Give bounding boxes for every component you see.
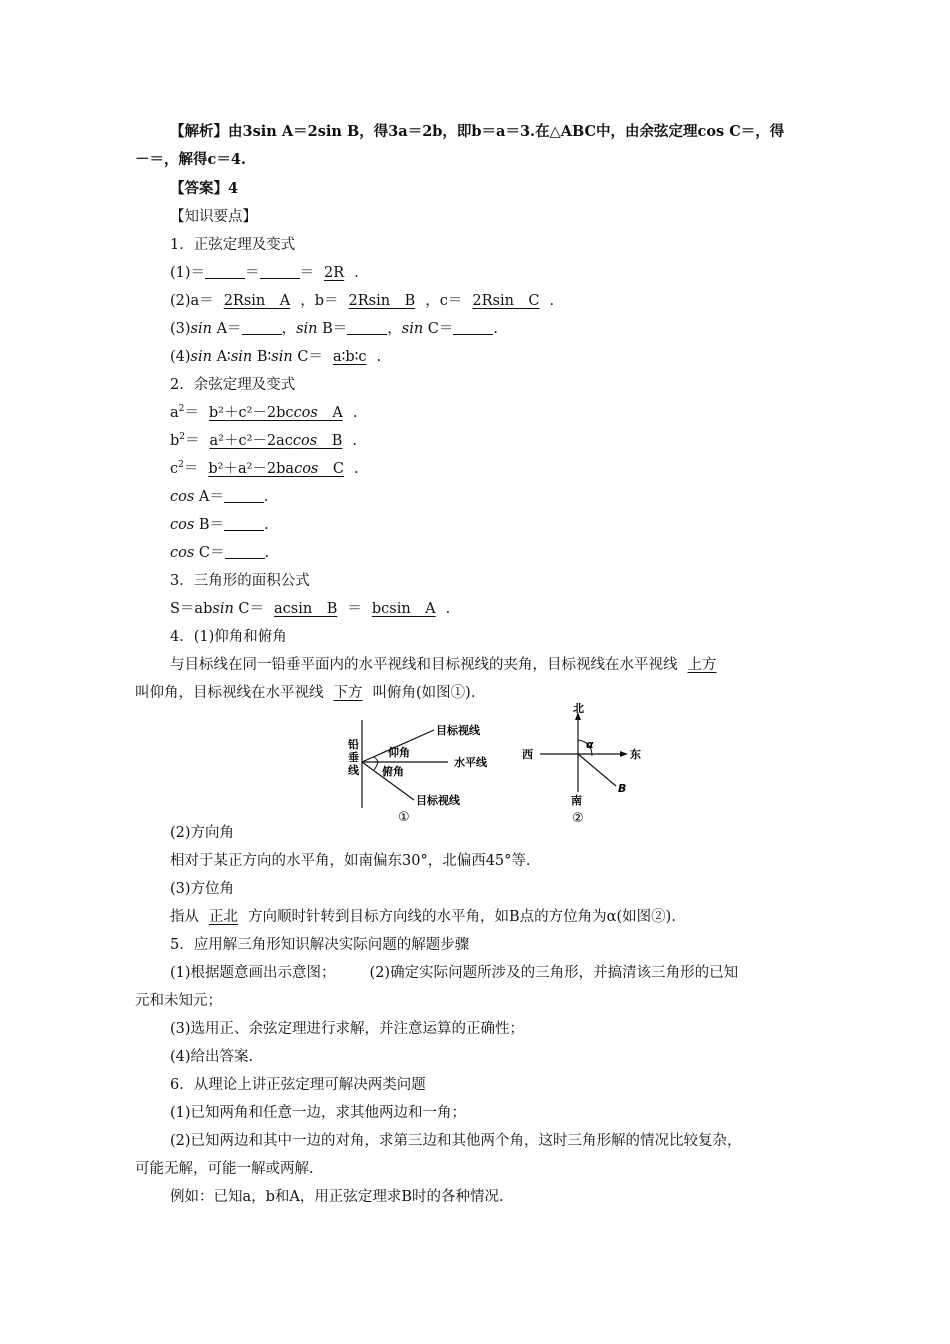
blank bbox=[205, 264, 245, 279]
cos-text: cos bbox=[170, 489, 195, 505]
text: (2)确定实际问题所涉及的三角形，并搞清该三角形的已知 bbox=[369, 965, 739, 981]
azimuth-title: (3)方位角 bbox=[170, 881, 235, 897]
answer-c: 2Rsin C bbox=[472, 293, 540, 309]
text: C bbox=[318, 461, 344, 477]
figure-1-number: ① bbox=[398, 810, 410, 825]
figure-elevation-depression bbox=[340, 712, 490, 827]
text: 指从 bbox=[170, 909, 199, 925]
sin-text: sin bbox=[190, 321, 212, 337]
depression-label: 俯角 bbox=[382, 765, 404, 778]
analysis-line-1 bbox=[170, 122, 784, 142]
answer-value: 4 bbox=[228, 180, 239, 197]
figure-azimuth bbox=[518, 700, 648, 828]
cosine-law-c bbox=[170, 459, 359, 479]
sin-text: sin bbox=[212, 601, 234, 617]
direction-angle-title: (2)方向角 bbox=[170, 825, 235, 841]
section-4-title: 4．(1)仰角和俯角 bbox=[170, 629, 287, 645]
text: . bbox=[549, 293, 555, 309]
section-6-title: 6．从理论上讲正弦定理可解决两类问题 bbox=[170, 1077, 426, 1093]
text: ，b＝ bbox=[300, 293, 339, 309]
text: C＝ bbox=[292, 349, 323, 365]
target-label-bottom: 目标视线 bbox=[416, 794, 460, 807]
plumb-label-1: 铅 bbox=[348, 738, 359, 751]
text: c bbox=[170, 461, 179, 477]
sine-law-line-1 bbox=[170, 263, 359, 283]
text: B＝ bbox=[317, 321, 348, 337]
alpha-label: α bbox=[586, 738, 594, 751]
sup: 2 bbox=[178, 460, 184, 471]
sine-law-line-3 bbox=[170, 319, 498, 339]
text: . bbox=[376, 349, 382, 365]
text: . bbox=[264, 517, 269, 533]
answer-down: 下方 bbox=[333, 685, 363, 701]
sin-text: sin bbox=[230, 349, 253, 365]
answer-a2 bbox=[199, 405, 353, 421]
cos-text: cos bbox=[294, 461, 319, 477]
answer-up: 上方 bbox=[687, 657, 717, 673]
knowledge-heading: 【知识要点】 bbox=[170, 209, 257, 225]
south-label: 南 bbox=[571, 794, 582, 807]
answer-b: 2Rsin B bbox=[348, 293, 416, 309]
text: . bbox=[352, 433, 357, 449]
text: ＝ bbox=[347, 601, 362, 617]
sin-text: sin bbox=[401, 321, 424, 337]
text: (1)根据题意画出示意图； bbox=[170, 965, 336, 981]
blank bbox=[260, 264, 300, 279]
west-label: 西 bbox=[522, 748, 533, 761]
steps-line-2: (3)选用正、余弦定理进行求解，并注意运算的正确性； bbox=[170, 1021, 525, 1037]
cos-text: cos bbox=[170, 517, 195, 533]
plumb-label-3: 线 bbox=[348, 764, 359, 777]
text: ＝ bbox=[183, 461, 199, 477]
analysis-label: 【解析】 bbox=[170, 123, 228, 140]
text: (2)a＝ bbox=[170, 293, 214, 309]
cos-b-line bbox=[170, 515, 269, 535]
analysis-line-2: －＝，解得c＝4. bbox=[135, 151, 246, 168]
elevation-paragraph-2 bbox=[135, 683, 475, 703]
text: b²＋c²－2bc bbox=[208, 405, 294, 421]
text: ＝ bbox=[184, 405, 199, 421]
cos-text: cos bbox=[292, 433, 318, 449]
cosine-law-b bbox=[170, 431, 357, 451]
answer-a: 2Rsin A bbox=[223, 293, 291, 309]
text: 叫仰角，目标视线在水平视线 bbox=[135, 685, 324, 701]
steps-line-3: (4)给出答案. bbox=[170, 1049, 254, 1065]
text: 与目标线在同一铅垂平面内的水平视线和目标视线的夹角，目标视线在水平视线 bbox=[170, 657, 678, 673]
elevation-label: 仰角 bbox=[388, 746, 410, 759]
sup: 2 bbox=[178, 404, 185, 415]
text: A＝ bbox=[194, 489, 224, 505]
east-label: 东 bbox=[630, 748, 641, 761]
text: A bbox=[317, 405, 343, 421]
text: a²＋c²－2ac bbox=[209, 433, 293, 449]
cos-c-line bbox=[170, 543, 269, 563]
cosine-law-a bbox=[170, 403, 357, 423]
sin-text: sin bbox=[296, 321, 318, 337]
problems-line-1: (1)已知两角和任意一边，求其他两边和一角； bbox=[170, 1105, 467, 1121]
text: a bbox=[170, 405, 179, 421]
steps-line-1-cont: 元和未知元； bbox=[135, 993, 222, 1009]
sine-law-line-2 bbox=[170, 291, 554, 311]
text: . bbox=[263, 489, 269, 505]
text: 方向顺时针转到目标方向线的水平角，如B点的方位角为α(如图②). bbox=[248, 909, 676, 925]
text: A∶ bbox=[211, 349, 231, 365]
text: ＝ bbox=[185, 433, 200, 449]
answer-ratio: a∶b∶c bbox=[332, 349, 367, 365]
east-arrow-icon bbox=[620, 751, 628, 757]
azimuth-text bbox=[170, 907, 676, 927]
text: B bbox=[317, 433, 343, 449]
text: . bbox=[353, 461, 359, 477]
sin-text: sin bbox=[190, 349, 212, 365]
text: C＝ bbox=[194, 545, 225, 561]
plumb-label-2: 垂 bbox=[348, 751, 359, 764]
elevation-paragraph-1 bbox=[170, 655, 727, 675]
text: ＝ bbox=[299, 265, 315, 281]
text: B∶ bbox=[252, 349, 272, 365]
text: (3) bbox=[170, 321, 191, 337]
text: . bbox=[352, 405, 358, 421]
steps-line-1 bbox=[170, 963, 738, 983]
direction-angle-text: 相对于某正方向的水平角，如南偏东30°，北偏西45°等. bbox=[170, 853, 531, 869]
problems-line-2: (2)已知两边和其中一边的对角，求第三边和其他两个角，这时三角形解的情况比较复杂， bbox=[170, 1133, 742, 1149]
answer-c2 bbox=[198, 461, 354, 477]
area-formula bbox=[170, 599, 450, 619]
sup: 2 bbox=[179, 432, 186, 443]
cos-text: cos bbox=[170, 545, 195, 561]
answer-area-1: acsin B bbox=[274, 601, 338, 617]
text: 叫俯角(如图①). bbox=[372, 685, 476, 701]
north-label: 北 bbox=[573, 702, 584, 715]
text: ＝ bbox=[245, 265, 260, 281]
text: . bbox=[445, 601, 451, 617]
point-b-label: B bbox=[618, 782, 627, 795]
direction-line-b bbox=[578, 754, 616, 786]
blank bbox=[347, 320, 387, 335]
cos-text: cos bbox=[293, 405, 318, 421]
text: C＝ bbox=[233, 601, 265, 617]
text: . bbox=[354, 265, 359, 281]
text: (1)＝ bbox=[170, 265, 206, 281]
analysis-text-1: 由3sin A＝2sin B，得3a＝2b，即b＝a＝3.在△ABC中，由余弦定理cos C＝，得 bbox=[228, 123, 785, 140]
blank bbox=[224, 516, 264, 531]
answer-label: 【答案】 bbox=[170, 180, 228, 197]
blank bbox=[225, 544, 265, 559]
figure-2-number: ② bbox=[572, 811, 584, 826]
section-1-title: 1．正弦定理及变式 bbox=[170, 237, 296, 253]
answer-b2 bbox=[200, 433, 353, 449]
text: b²＋a²－2ba bbox=[208, 461, 295, 477]
blank bbox=[242, 320, 282, 335]
text: b bbox=[170, 433, 180, 449]
text: (4) bbox=[170, 349, 191, 365]
answer-area-2: bcsin A bbox=[371, 601, 436, 617]
answer-2r: 2R bbox=[324, 265, 345, 281]
text: . bbox=[493, 321, 498, 337]
cos-a-line bbox=[170, 487, 269, 507]
text: C＝ bbox=[423, 321, 454, 337]
sine-law-line-4 bbox=[170, 347, 381, 367]
text: ，c＝ bbox=[425, 293, 463, 309]
section-2-title: 2．余弦定理及变式 bbox=[170, 377, 296, 393]
text: ， bbox=[281, 321, 297, 337]
depression-arc bbox=[374, 762, 378, 770]
example-line: 例如：已知a，b和A，用正弦定理求B时的各种情况. bbox=[170, 1189, 504, 1205]
section-5-title: 5．应用解三角形知识解决实际问题的解题步骤 bbox=[170, 937, 470, 953]
sin-text: sin bbox=[271, 349, 293, 365]
section-3-title: 3．三角形的面积公式 bbox=[170, 573, 310, 589]
text: . bbox=[264, 545, 270, 561]
text: A＝ bbox=[211, 321, 242, 337]
elevation-arc bbox=[374, 757, 378, 762]
text: S＝ab bbox=[170, 601, 213, 617]
text: ， bbox=[387, 321, 402, 337]
blank bbox=[224, 488, 264, 503]
answer-line bbox=[170, 179, 238, 199]
blank bbox=[453, 320, 493, 335]
target-label-top: 目标视线 bbox=[436, 724, 480, 737]
text: B＝ bbox=[194, 517, 225, 533]
answer-north: 正北 bbox=[209, 909, 238, 925]
problems-line-2-cont: 可能无解，可能一解或两解. bbox=[135, 1161, 314, 1177]
horizontal-label: 水平线 bbox=[454, 756, 487, 769]
